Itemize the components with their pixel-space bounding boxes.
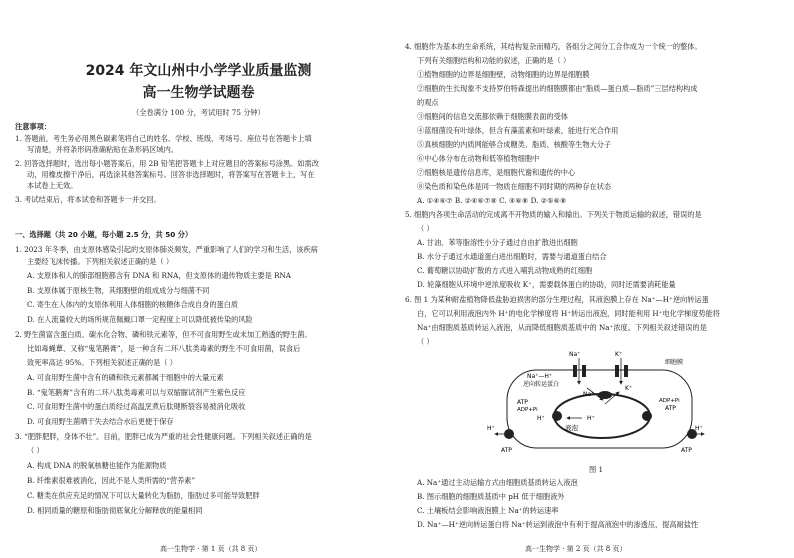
statement-line: ⑦细胞核是遗传信息库，是细胞代谢和遗传的中心 (417, 168, 576, 177)
option-line: D. Na⁺—H⁺逆向转运蛋白将 Na⁺转运到液泡中有利于提高液泡中的渗透压，提高耐盐性 (417, 520, 699, 529)
k-channel (615, 365, 619, 377)
label-h-center: H⁺ (587, 415, 595, 422)
label-h-outer-right: H⁺ (695, 425, 703, 432)
notice-line: 2. 回答选择题时，选出每小题答案后，用 2B 铅笔把答题卡上对应题目的答案标号涂黑。如需改 (15, 159, 319, 168)
statement-line: ④蓝细菌没有叶绿体，但含有藻蓝素和叶绿素，能进行光合作用 (417, 126, 619, 135)
question-line: （ ） (417, 337, 434, 346)
option-line: D. 在人流量较大的场所规范佩戴口罩一定程度上可以降低被传染的风险 (27, 315, 253, 324)
statement-line: ②细胞的生长现象不支持罗伯特森提出的细胞膜都由“脂质—蛋白质—脂质”三层结构构成 (417, 84, 698, 93)
question-line: 白，它可以利用液泡内外 H⁺的电化学梯度将 H⁺转运出液泡，同时能利用 H⁺电化学梯度势能将 (417, 309, 720, 318)
statement-line: 的观点 (417, 98, 439, 107)
label-adp-pi-right: ADP+Pi (659, 398, 680, 404)
option-line: A. 构成 DNA 的脱氧核糖也能作为能源物质 (27, 461, 167, 470)
cell-transport-diagram (487, 348, 707, 463)
question-line: 2. 野生菌富含蛋白质、碳水化合物、磷和铁元素等，但不可食用野生或未加工熟透的野生菌。 (15, 330, 312, 339)
label-na-right: Na⁺ (583, 391, 595, 398)
notice-line: 1. 答题前，考生务必用黑色碳素笔将自己的姓名、学校、班级、考场号、座位号在答题卡上填 (15, 134, 312, 143)
option-line: C. 土壤板结会影响液泡膜上 Na⁺的转运速率 (417, 506, 559, 515)
notice-line: 本试卷上无效。 (27, 181, 78, 190)
question-line: Na⁺由细胞质基质转运入液泡，从而降低细胞质基质中的 Na⁺浓度。下列相关叙述错误的是 (417, 323, 707, 332)
label-adp-pi: ADP+Pi (517, 407, 538, 413)
label-h-left: H⁺ (537, 415, 545, 422)
label-vacuole: 液泡 (565, 424, 578, 432)
question-line: 下列有关细胞结构和功能的叙述，正确的是（ ） (417, 56, 571, 65)
label-atp-right: ATP (665, 405, 676, 412)
option-line: A. 甘油、苯等脂溶性小分子通过自由扩散进出细胞 (417, 238, 578, 247)
label-k-top: K⁺ (615, 351, 623, 358)
page-footer: 高一生物学 · 第 1 页（共 8 页） (160, 545, 262, 553)
option-line: A. 支原体和人的肺部细胞都含有 DNA 和 RNA，但支原体的遗传物质主要是 RNA (27, 271, 291, 280)
question-line: 5. 细胞内各项生命活动的完成离不开物质的输入和输出。下列关于物质运输的叙述，错误的是 (405, 210, 702, 219)
option-line: C. 寄生在人体内的支原体利用人体细胞的核糖体合成自身的蛋白质 (27, 300, 239, 309)
label-na-top: Na⁺ (569, 351, 581, 358)
exam-info: （全卷满分 100 分，考试用时 75 分钟） (132, 108, 265, 117)
option-line: B. “鬼笔鹅膏”含有的二环八肽类毒素可以与双缩脲试剂产生紫色反应 (27, 388, 246, 397)
option-line: B. 支原体属于原核生物，其细胞壁的组成成分与细菌不同 (27, 286, 210, 295)
question-line: （ ） (27, 446, 44, 455)
label-antiporter: Na⁺—H⁺ (527, 373, 553, 380)
option-line: A. ①④⑥⑦ B. ②④⑥⑦⑧ C. ④⑥⑧ D. ②⑤⑥⑧ (417, 196, 567, 205)
na-channel (573, 365, 577, 377)
option-line: B. 纤维素很难被消化，因此不是人类所需的“营养素” (27, 476, 196, 485)
option-line: D. 可食用野生菌晒干失去结合水后更便于保存 (27, 417, 174, 426)
question-line: 4. 细胞作为基本的生命系统，其结构复杂而精巧，各组分之间分工合作成为一个统一的整体。 (405, 42, 702, 51)
question-line: 致死率高达 95%。下列相关叙述正确的是（ ） (27, 358, 177, 367)
option-line: B. 图示细胞的细胞质基质中 pH 低于细胞液外 (417, 492, 565, 501)
notice-line: 3. 考试结束后，将本试卷和答题卡一并交回。 (15, 195, 161, 204)
label-antiporter-2: 逆向转运蛋白 (523, 381, 560, 388)
statement-line: ③细胞间的信息交流都依赖于细胞膜表面的受体 (417, 112, 568, 121)
statement-line: ①植物细胞的边界是细胞壁，动物细胞的边界是细胞膜 (417, 70, 590, 79)
notice-line: 动，用橡皮擦干净后，再选涂其他答案标号。回答非选择题时，将答案写在答题卡上，写在 (27, 170, 315, 179)
statement-line: ⑥中心体分布在动物和低等植物细胞中 (417, 154, 540, 163)
label-h-outer-left: H⁺ (487, 425, 495, 432)
option-line: D. 轮藻细胞从环境中逆浓度吸收 K⁺，需要载体蛋白的协助，同时还需要消耗能量 (417, 280, 676, 289)
section-heading: 一、选择题（共 20 小题，每小题 2.5 分，共 50 分） (15, 230, 193, 239)
option-line: A. Na⁺通过主动运输方式由细胞质基质转运入液泡 (417, 478, 578, 487)
option-line: C. 糖类在供应充足的情况下可以大量转化为脂肪，脂肪过多可能导致肥胖 (27, 491, 260, 500)
option-line: D. 相同质量的糖原和脂肪彻底氧化分解释放的能量相同 (27, 506, 203, 515)
vacuole-pump (642, 411, 652, 421)
label-atp-bottom-right: ATP (681, 447, 692, 454)
statement-line: ⑤真核细胞的内质网能够合成糖类、脂质、核酸等生物大分子 (417, 140, 612, 149)
label-atp-bottom-left: ATP (501, 447, 512, 454)
exam-title: 2024 年文山州中小学学业质量监测 (85, 63, 312, 79)
question-line: （ ） (417, 224, 434, 233)
page-footer: 高一生物学 · 第 2 页（共 8 页） (525, 545, 627, 553)
notice-line: 写清楚，并将条形码准确粘贴在条形码区域内。 (27, 145, 178, 154)
label-atp-left: ATP (517, 399, 528, 406)
vacuole-pump (552, 411, 562, 421)
question-line: 3. “肥胖肥胖，身体不壮”。目前，肥胖已成为严重的社会性健康问题。下列相关叙述正确的是 (15, 432, 312, 441)
question-line: 6. 图 1 为某种耐盐植物降低盐胁迫损害的部分生理过程，其液泡膜上存在 Na⁺—H⁺逆向转运蛋 (405, 295, 709, 304)
na-channel (582, 365, 586, 377)
exam-subject-title: 高一生物学试题卷 (142, 85, 255, 101)
page-right (397, 0, 794, 558)
notice-heading: 注意事项： (15, 122, 51, 131)
label-membrane: 细胞膜 (665, 359, 684, 366)
label-k-mid: K⁺ (625, 385, 633, 392)
option-line: B. 水分子通过水通道蛋白进出细胞时，需要与通道蛋白结合 (417, 252, 607, 261)
option-line: C. 葡萄糖以协助扩散的方式进入哺乳动物成熟的红细胞 (417, 266, 593, 275)
k-channel (624, 365, 628, 377)
question-line: 比如毒蝇蕈、又称“鬼笔鹅膏”，是一种含有二环八肽类毒素的野生不可食用菌，误食后 (27, 344, 301, 353)
question-line: 主要经飞沫传播。下列相关叙述正确的是（ ） (27, 257, 174, 266)
statement-line: ⑧染色质和染色体是同一物质在细胞不同时期的两种存在状态 (417, 182, 612, 191)
option-line: C. 可食用野生菌中的蛋白质经过高温烹煮后肽键断裂容易被消化吸收 (27, 402, 246, 411)
figure-caption: 图 1 (589, 465, 604, 474)
option-line: A. 可食用野生菌中含有的磷和铁元素都属于细胞中的大量元素 (27, 373, 224, 382)
question-line: 1. 2023 年冬季，由支原体感染引起的支原体肺炎频发，严重影响了人们的学习和生活，该疾病 (15, 245, 318, 254)
